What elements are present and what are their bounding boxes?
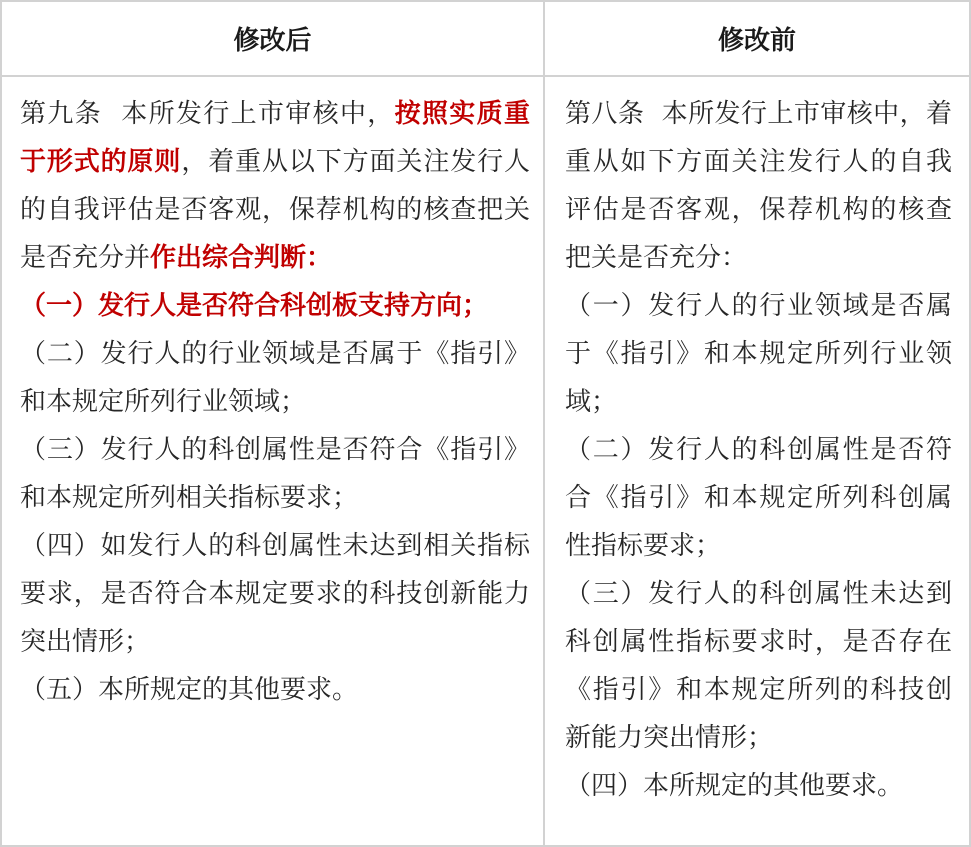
column-header-before: 修改前 xyxy=(545,2,969,77)
text-run: （四）如发行人的科创属性未达到相关指标要求，是否符合本规定要求的科技创新能力突出情形； xyxy=(20,531,530,657)
column-body-before xyxy=(545,77,969,845)
text-run: （四）本所规定的其他要求。 xyxy=(565,771,904,801)
paragraph xyxy=(565,426,952,570)
text-run: （三）发行人的科创属性是否符合《指引》和本规定所列相关指标要求； xyxy=(20,435,530,513)
paragraph xyxy=(565,282,952,426)
emphasis-text: 作出综合判断： xyxy=(150,243,333,273)
paragraph xyxy=(20,282,530,330)
text-run: （二）发行人的科创属性是否符合《指引》和本规定所列科创属性指标要求； xyxy=(565,435,952,561)
text-run: （三）发行人的科创属性未达到科创属性指标要求时，是否存在《指引》和本规定所列的科技创新能力突出情形； xyxy=(565,579,952,753)
paragraph xyxy=(20,426,530,522)
paragraph xyxy=(20,330,530,426)
paragraph xyxy=(20,666,530,714)
paragraph xyxy=(20,90,530,282)
paragraph xyxy=(565,90,952,282)
emphasis-text: 按照实质重于形式的原则 xyxy=(20,99,530,177)
text-run: （二）发行人的行业领域是否属于《指引》和本规定所列行业领域； xyxy=(20,339,530,417)
text-run: （五）本所规定的其他要求。 xyxy=(20,675,359,705)
paragraph xyxy=(565,762,952,810)
paragraph xyxy=(20,522,530,666)
text-run: （一）发行人的行业领域是否属于《指引》和本规定所列行业领域； xyxy=(565,291,952,417)
text-run: ，着重从以下方面关注发行人的自我评估是否客观，保荐机构的核查把关是否充分并 xyxy=(20,147,530,273)
paragraph xyxy=(565,570,952,762)
column-body-after xyxy=(2,77,545,845)
emphasis-text: （一）发行人是否符合科创板支持方向； xyxy=(20,291,489,321)
column-header-after: 修改后 xyxy=(2,2,545,77)
text-run: 第八条 本所发行上市审核中，着重从如下方面关注发行人的自我评估是否客观，保荐机构的核查把关是否充分： xyxy=(565,99,952,273)
text-run: 第九条 本所发行上市审核中， xyxy=(20,99,395,129)
